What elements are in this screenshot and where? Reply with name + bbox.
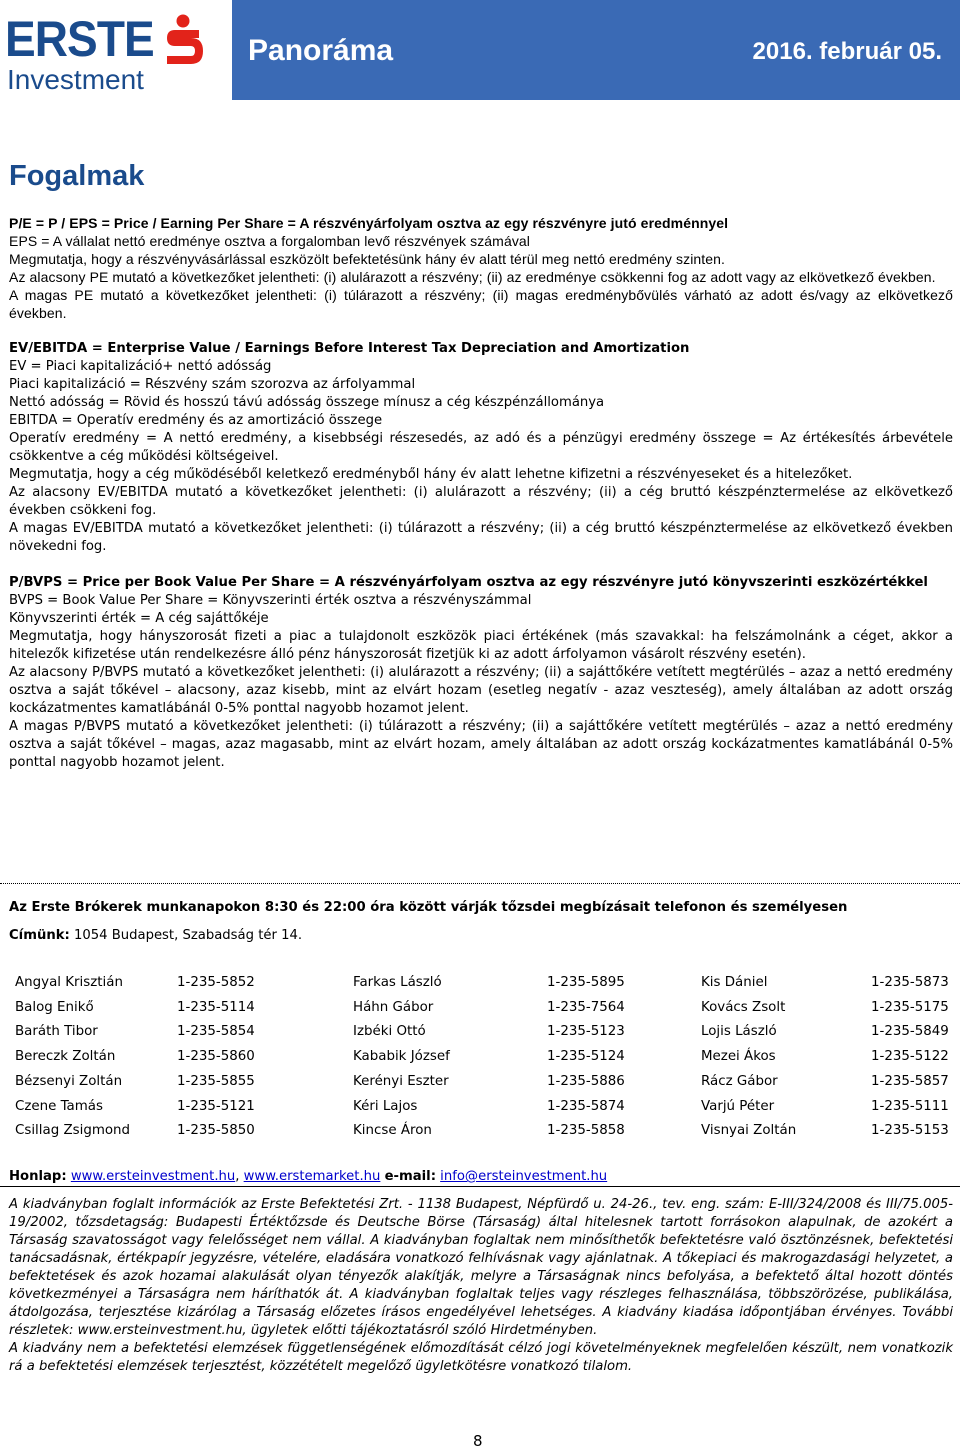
publication-title: Panoráma (248, 34, 394, 67)
homepage-link-ersteinvestment[interactable]: www.ersteinvestment.hu (70, 1169, 236, 1184)
net-debt-definition: Nettó adósság = Rövid és hosszú távú adósság összege mínusz a cég készpénzállománya (9, 395, 605, 410)
pe-formula: P/E = P / EPS = Price / Earning Per Share = A részvényárfolyam osztva az egy részvényre jutó eredménnyel (9, 215, 729, 231)
section-title: Fogalmak (9, 160, 145, 192)
divider-bottom (0, 1186, 960, 1187)
pe-high: A magas PE mutató a következőket jelentheti: (i) túlárazott a részvény; (ii) magas eredménybővülés várható az adott és/vagy az elkövetkező években. (9, 287, 953, 321)
broker-phone[interactable]: 1-235-5122 (871, 1049, 949, 1065)
broker-name: Lojis László (701, 1024, 777, 1040)
page-number: 8 (473, 1432, 483, 1450)
broker-phone[interactable]: 1-235-5114 (177, 999, 255, 1015)
broker-phone[interactable]: 1-235-5854 (177, 1024, 255, 1040)
broker-name: Bézsenyi Zoltán (15, 1073, 123, 1089)
homepage-line (9, 1169, 607, 1184)
publication-date: 2016. február 05. (752, 38, 942, 65)
erste-logo (5, 11, 205, 98)
broker-name: Kéri Lajos (353, 1098, 418, 1114)
broker-name: Kerényi Eszter (353, 1073, 449, 1089)
broker-phone[interactable]: 1-235-5111 (871, 1098, 949, 1114)
disclaimer-paragraph-2: A kiadvány nem a befektetési elemzések függetlenségének előmozdítását célzó jogi követelményeknek megfelelően készült, nem vonatkozik rá a befektetési elemzések terjesztést, közzétételt megelőző ügyletkötésre vonatkozó tilalom. (9, 1341, 953, 1374)
broker-name: Kababik József (353, 1049, 450, 1065)
disclaimer (9, 1196, 953, 1376)
email-link[interactable]: info@ersteinvestment.hu (440, 1169, 608, 1184)
logo-subtitle: Investment (7, 64, 144, 95)
pe-definition-block (9, 214, 953, 322)
ev-ebitda-high: A magas EV/EBITDA mutató a következőket jelentheti: (i) túlárazott a részvény; (ii) a cég bruttó készpénztermelése az elkövetkező években növekedni fog. (9, 521, 953, 554)
broker-hours-text: Az Erste Brókerek munkanapokon 8:30 és 22:00 óra között várják tőzsdei megbízásait telefonon és személyesen (9, 900, 848, 915)
email-label: e-mail: (384, 1169, 436, 1184)
definitions-content (9, 214, 953, 772)
broker-hours (9, 899, 847, 917)
header-banner (232, 0, 960, 100)
erste-s-mark-icon (163, 14, 203, 72)
broker-name: Izbéki Ottó (353, 1024, 426, 1040)
broker-name: Czene Tamás (15, 1098, 103, 1114)
broker-phone[interactable]: 1-235-5153 (871, 1123, 949, 1139)
broker-phone[interactable]: 1-235-5121 (177, 1098, 255, 1114)
broker-name: Balog Enikő (15, 999, 94, 1015)
broker-phone[interactable]: 1-235-5123 (547, 1024, 625, 1040)
broker-phone[interactable]: 1-235-5175 (871, 999, 949, 1015)
bvps-definition: BVPS = Book Value Per Share = Könyvszerinti érték osztva a részvényszámmal (9, 593, 532, 608)
broker-phone[interactable]: 1-235-5849 (871, 1024, 949, 1040)
market-cap-definition: Piaci kapitalizáció = Részvény szám szorozva az árfolyammal (9, 377, 416, 392)
broker-phone[interactable]: 1-235-5895 (547, 975, 625, 990)
broker-phone[interactable]: 1-235-7564 (547, 999, 625, 1015)
broker-phone[interactable]: 1-235-5874 (547, 1098, 625, 1114)
broker-phone[interactable]: 1-235-5860 (177, 1049, 255, 1065)
homepage-label: Honlap: (9, 1169, 67, 1184)
pbvps-block (9, 574, 953, 772)
broker-phone[interactable]: 1-235-5124 (547, 1049, 625, 1065)
broker-name: Baráth Tibor (15, 1024, 98, 1040)
broker-phone[interactable]: 1-235-5858 (547, 1123, 625, 1139)
pbvps-formula: P/BVPS = Price per Book Value Per Share = A részvényárfolyam osztva az egy részvényre jutó könyvszerinti eszközértékkel (9, 575, 928, 590)
broker-name: Visnyai Zoltán (701, 1123, 797, 1139)
ev-ebitda-low: Az alacsony EV/EBITDA mutató a következőket jelentheti: (i) alulárazott a részvény; (ii) a cég bruttó készpénztermelése az elkövetkező években csökkeni fog. (9, 485, 953, 518)
logo-word: ERSTE (5, 11, 154, 67)
eps-definition: EPS = A vállalat nettó eredménye osztva a forgalomban levő részvények számával (9, 233, 531, 249)
broker-phone[interactable]: 1-235-5857 (871, 1073, 949, 1089)
address (9, 928, 302, 943)
broker-phone[interactable]: 1-235-5850 (177, 1123, 255, 1139)
ev-ebitda-meaning: Megmutatja, hogy a cég működéséből keletkező eredményből hány év alatt lehetne kifizetni a részvényeseket és a hitelezőket. (9, 467, 853, 482)
broker-name: Háhn Gábor (353, 999, 434, 1015)
book-value-definition: Könyvszerinti érték = A cég sajáttőkéje (9, 611, 269, 626)
pbvps-meaning: Megmutatja, hogy hányszorosát fizeti a piac a tulajdonolt eszközök piaci értékének (más szavakkal: ha felszámolnánk a céget, akkor a hitelezők kifizetése után rendelkezésre álló pénz hányszorosát fizetjük ki az adott árfolyamon vásárolt részvény esetén). (9, 629, 953, 662)
address-value: 1054 Budapest, Szabadság tér 14. (69, 928, 303, 943)
divider-top (0, 883, 960, 885)
pbvps-high: A magas P/BVPS mutató a következőket jelentheti: (i) túlárazott a részvény; (ii) a sajáttőkére vetített megtérülés – azaz a nettó eredmény osztva a saját tőkével – magas, azaz magasabb, mint az elvárt hozam, amely általában az adott ország kockázatmentes kamatlábánál 0-5% ponttal nagyobb hozamot jelent. (9, 719, 953, 770)
pbvps-low: Az alacsony P/BVPS mutató a következőket jelentheti: (i) alulárazott a részvény; (ii) a sajáttőkére vetített megtérülés – azaz a nettó eredmény osztva a saját tőkével – alacsony, azaz kisebb, mint az elvárt hozam (esetleg negatív - azaz veszteség), amely általában az adott ország kockázatmentes kamatlábánál 0-5% ponttal nagyobb hozamot jelent. (9, 665, 953, 716)
broker-name: Kovács Zsolt (701, 999, 786, 1015)
operating-profit-definition: Operatív eredmény = A nettó eredmény, a kisebbségi részesedés, az adó és a pénzügyi eredmény összege = Az értékesítés árbevétele csökkentve a cég működési költségeivel. (9, 431, 953, 464)
ev-ebitda-formula: EV/EBITDA = Enterprise Value / Earnings Before Interest Tax Depreciation and Amortization (9, 341, 690, 356)
broker-phone[interactable]: 1-235-5852 (177, 975, 255, 990)
pe-meaning: Megmutatja, hogy a részvényvásárlással eszközölt befektetésünk hány év alatt térül meg nettó eredmény szinten. (9, 251, 726, 267)
broker-name: Bereczk Zoltán (15, 1049, 116, 1065)
broker-name: Varjú Péter (701, 1098, 775, 1114)
link-separator: , (235, 1169, 240, 1184)
broker-phone[interactable]: 1-235-5873 (871, 975, 949, 990)
broker-phone[interactable]: 1-235-5886 (547, 1073, 625, 1089)
address-label: Címünk: (9, 928, 70, 943)
broker-name: Kis Dániel (701, 975, 768, 990)
broker-name: Mezei Ákos (701, 1049, 776, 1065)
pe-low: Az alacsony PE mutató a következőket jelentheti: (i) alulárazott a részvény; (ii) az eredménye csökkenni fog az adott vagy az elkövetkező években. (9, 269, 936, 285)
disclaimer-paragraph-1: A kiadványban foglalt információk az Erste Befektetési Zrt. - 1138 Budapest, Népfürdő u. 24-26., tev. eng. szám: E-III/324/2008 és III/75.005-19/2002, tőzsdetagság: Budapesti Értéktőzsde és Deutsche Börse (Társaság) által hitelesnek tartott forrásokon alapulnak, de azokért a Társaság szavatosságot vagy felelősséget nem vállal. A kiadványban foglaltak nem minősíthetők befektetésre való ösztönzésnek, befektetési tanácsadásnak, értékpapír jegyzésre, vételére, eladására vonatkozó felhívásnak vagy ajánlatnak. A tőkepiaci és makrogazdasági helyzetet, a befektetések és azok hozamai alakulását olyan tényezők alakítják, melyre a Társaságnak nincs befolyása, a befektető által hozott döntés következményei a Társaságra nem háríthatók át. A kiadványban foglaltak teljes vagy részleges felhasználása, többszörözése, publikálása, átdolgozása, terjesztése kizárólag a Társaság előzetes írásos engedélyével lehetséges. A kiadvány kiadása időpontjában érvényes. További részletek: www.ersteinvestment.hu, ügyletek előtti tájékoztatásról szóló Hirdetményben. (9, 1197, 953, 1338)
homepage-link-erstemarket[interactable]: www.erstemarket.hu (243, 1169, 381, 1184)
broker-name: Csillag Zsigmond (15, 1123, 131, 1139)
broker-name: Rácz Gábor (701, 1073, 778, 1089)
ebitda-definition: EBITDA = Operatív eredmény és az amortizáció összege (9, 413, 383, 428)
broker-name: Kincse Áron (353, 1123, 432, 1139)
broker-name: Angyal Krisztián (15, 975, 123, 990)
ev-definition: EV = Piaci kapitalizáció+ nettó adósság (9, 359, 272, 374)
broker-phone[interactable]: 1-235-5855 (177, 1073, 255, 1089)
broker-name: Farkas László (353, 975, 442, 990)
ev-ebitda-block (9, 340, 953, 556)
